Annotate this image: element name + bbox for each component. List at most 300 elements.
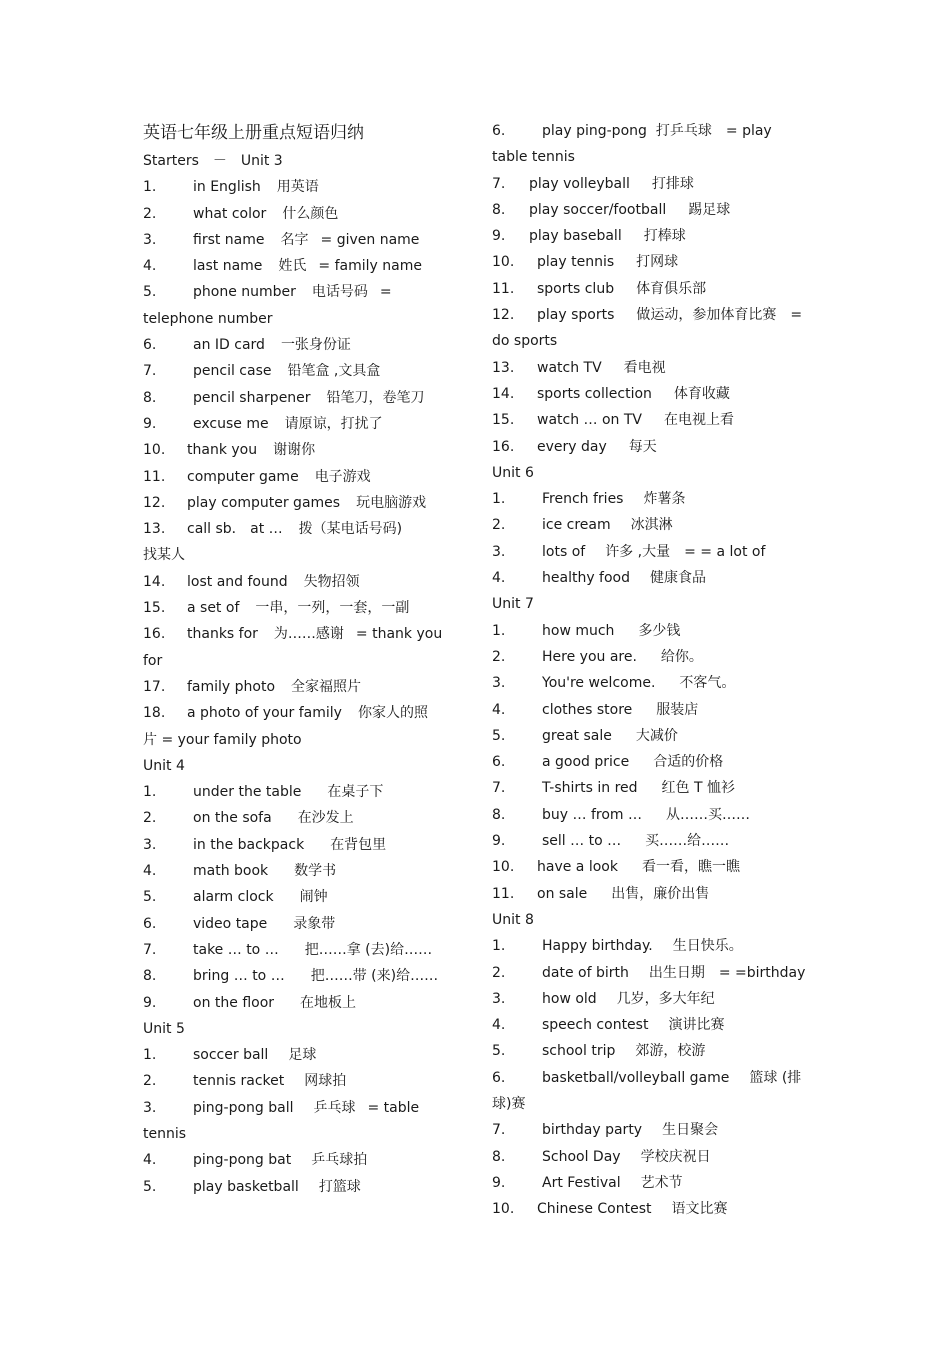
phrase-item [143, 805, 473, 831]
item-number: 2. [143, 810, 157, 827]
item-number: 11. [143, 468, 166, 485]
item-number: 4. [492, 1017, 506, 1034]
chinese-meaning: 玩电脑游戏 [356, 494, 427, 511]
item-number: 9. [492, 228, 506, 245]
english-phrase: play tennis [537, 254, 615, 271]
phrase-item [492, 407, 817, 433]
section-heading-unit6: Unit 6 [492, 464, 534, 481]
chinese-meaning: 电话号码 [311, 284, 368, 301]
item-number: 11. [492, 280, 515, 297]
phrase-item [492, 355, 817, 381]
english-phrase: phone number [193, 284, 296, 301]
phrase-item [492, 276, 817, 302]
phrase-item [143, 1068, 473, 1094]
item-number: 8. [492, 806, 506, 823]
phrase-item [143, 569, 473, 595]
english-phrase: last name [193, 258, 263, 275]
synonym-note: = thank you [355, 626, 443, 643]
item-number: 6. [492, 123, 506, 139]
item-number: 11. [492, 885, 515, 902]
item-number: 6. [143, 915, 157, 932]
phrase-item [492, 197, 817, 223]
chinese-meaning: 踢足球 [688, 201, 731, 218]
english-phrase: math book [193, 863, 269, 880]
item-number: 3. [492, 990, 506, 1007]
chinese-meaning: 打棒球 [643, 228, 686, 245]
chinese-meaning: 看一看，瞧一瞧 [641, 859, 740, 876]
phrase-item [492, 749, 817, 775]
phrase-item [143, 963, 473, 989]
chinese-meaning: 红色 T 恤衫 [661, 780, 735, 797]
phrase-item [492, 881, 817, 907]
english-phrase: a photo of your family [187, 705, 342, 722]
english-phrase: sports club [537, 280, 615, 297]
phrase-item [492, 223, 817, 249]
phrase-item [143, 911, 473, 937]
chinese-meaning: 健康食品 [650, 570, 706, 587]
english-phrase: Art Festival [542, 1174, 621, 1191]
item-number: 4. [492, 701, 506, 718]
english-phrase: basketball/volleyball game [542, 1069, 730, 1086]
english-phrase: School Day [542, 1148, 621, 1165]
wrapped-continuation: 片 = your family photo [143, 731, 302, 748]
item-number: 7. [492, 780, 506, 797]
english-phrase: buy … from … [542, 806, 642, 823]
item-number: 18. [143, 705, 166, 722]
phrase-item [143, 832, 473, 858]
english-phrase: ice cream [542, 517, 611, 534]
item-number: 13. [492, 359, 515, 376]
english-phrase: birthday party [542, 1122, 643, 1139]
section-heading-unit8: Unit 8 [492, 911, 534, 928]
synonym-note: = [790, 307, 803, 324]
english-phrase: alarm clock [193, 889, 274, 906]
chinese-meaning: 在沙发上 [297, 810, 354, 827]
item-number: 9. [143, 415, 157, 432]
english-phrase: French fries [542, 491, 624, 508]
english-phrase: how old [542, 990, 597, 1007]
phrase-item [143, 490, 473, 516]
english-phrase: watch … on TV [537, 412, 643, 429]
chinese-meaning: 全家福照片 [291, 678, 362, 695]
item-number: 12. [492, 307, 515, 324]
chinese-meaning: 名字 [280, 231, 309, 248]
phrase-item [143, 437, 473, 463]
english-phrase: on the floor [193, 994, 275, 1011]
phrase-item [143, 358, 473, 384]
item-number: 8. [492, 1148, 506, 1165]
chinese-meaning: 服装店 [656, 701, 699, 718]
section-heading-unit4: Unit 4 [143, 757, 185, 774]
right-column [492, 118, 817, 1222]
chinese-meaning: 演讲比赛 [668, 1017, 725, 1034]
english-phrase: sell … to … [542, 833, 622, 850]
english-phrase: thanks for [187, 626, 258, 643]
item-number: 8. [492, 201, 506, 218]
english-phrase: clothes store [542, 701, 633, 718]
english-phrase: school trip [542, 1043, 616, 1060]
item-number: 5. [492, 1043, 506, 1060]
section-heading-starters: Starters － Unit 3 [143, 153, 283, 169]
chinese-meaning: 铅笔刀，卷笔刀 [326, 389, 425, 406]
item-number: 17. [143, 678, 166, 695]
phrase-list-unit5-continued [492, 118, 817, 460]
phrase-item [492, 486, 817, 512]
chinese-meaning: 打乒乓球 [655, 123, 712, 139]
synonym-note: = given name [320, 231, 420, 248]
english-phrase: soccer ball [193, 1047, 269, 1064]
phrase-item [143, 700, 473, 726]
chinese-meaning: 足球 [288, 1047, 317, 1064]
phrase-item [492, 302, 817, 328]
chinese-meaning: 看电视 [623, 359, 666, 376]
phrase-item [143, 858, 473, 884]
chinese-meaning: 大减价 [635, 727, 678, 744]
item-number: 12. [143, 494, 166, 511]
chinese-meaning: 不客气。 [679, 675, 736, 692]
chinese-meaning: 姓氏 [278, 258, 307, 275]
item-number: 2. [143, 205, 157, 222]
phrase-item [143, 779, 473, 805]
chinese-meaning: 乒乓球 [313, 1099, 356, 1116]
phrase-item [143, 201, 473, 227]
phrase-list-unit5 [143, 1042, 473, 1200]
chinese-meaning: 学校庆祝日 [640, 1148, 711, 1165]
english-phrase: bring … to … [193, 968, 285, 985]
chinese-meaning: 在背包里 [330, 836, 387, 853]
synonym-note: = table [367, 1099, 420, 1116]
item-number: 6. [492, 1069, 506, 1086]
english-phrase: under the table [193, 784, 302, 801]
item-number: 15. [143, 600, 166, 617]
chinese-meaning: 生日聚会 [662, 1122, 719, 1139]
chinese-meaning: 乒乓球拍 [311, 1152, 368, 1169]
item-number: 1. [492, 491, 506, 508]
phrase-item [143, 674, 473, 700]
english-phrase: family photo [187, 678, 276, 695]
english-phrase: lots of [542, 543, 586, 560]
item-number: 5. [143, 284, 157, 301]
item-number: 6. [143, 337, 157, 354]
chinese-meaning: 郊游，校游 [635, 1043, 706, 1060]
phrase-item [492, 644, 817, 670]
phrase-item [143, 990, 473, 1016]
phrase-item [492, 1038, 817, 1064]
item-number: 5. [143, 1178, 157, 1195]
item-number: 13. [143, 521, 166, 538]
phrase-item [143, 464, 473, 490]
english-phrase: call sb． at … [187, 521, 283, 538]
phrase-item [143, 385, 473, 411]
item-number: 6. [492, 754, 506, 771]
synonym-note: = = a lot of [684, 543, 766, 560]
item-number: 10. [143, 442, 166, 459]
item-number: 7. [492, 1122, 506, 1139]
chinese-meaning: 数学书 [294, 863, 337, 880]
phrase-item [492, 828, 817, 854]
item-number: 14. [143, 573, 166, 590]
chinese-meaning: 在电视上看 [664, 412, 735, 429]
item-number: 16. [143, 626, 166, 643]
phrase-item [492, 697, 817, 723]
wrapped-continuation: 找某人 [143, 547, 185, 564]
english-phrase: Here you are. [542, 648, 637, 665]
english-phrase: an ID card [193, 337, 265, 354]
phrase-item [492, 854, 817, 880]
phrase-item [492, 986, 817, 1012]
phrase-item [492, 118, 817, 144]
chinese-meaning: 每天 [628, 438, 657, 455]
phrase-item [492, 539, 817, 565]
chinese-meaning: 多少钱 [638, 622, 681, 639]
chinese-meaning: 拨（某电话号码) [298, 521, 403, 538]
chinese-meaning: 给你。 [660, 648, 703, 665]
item-number: 1. [492, 622, 506, 639]
item-number: 10. [492, 254, 515, 271]
english-phrase: play basketball [193, 1178, 299, 1195]
phrase-item [492, 249, 817, 275]
wrapped-continuation: do sports [492, 333, 558, 350]
phrase-item [492, 1117, 817, 1143]
chinese-meaning: 铅笔盒 ,文具盒 [287, 363, 381, 380]
phrase-list-unit4 [143, 779, 473, 1016]
english-phrase: date of birth [542, 964, 629, 981]
phrase-item [143, 1095, 473, 1121]
chinese-meaning: 闹钟 [299, 889, 328, 906]
english-phrase: in the backpack [193, 836, 305, 853]
chinese-meaning: 你家人的照 [357, 705, 428, 722]
english-phrase: ping-pong ball [193, 1099, 294, 1116]
item-number: 7. [143, 363, 157, 380]
phrase-item [492, 775, 817, 801]
english-phrase: every day [537, 438, 607, 455]
chinese-meaning: 把……拿 (去)给…… [304, 941, 433, 958]
phrase-item [492, 1065, 817, 1091]
english-phrase: play soccer/football [529, 201, 667, 218]
chinese-meaning: 网球拍 [304, 1073, 347, 1090]
english-phrase: on the sofa [193, 810, 272, 827]
english-phrase: have a look [537, 859, 618, 876]
phrase-item [143, 937, 473, 963]
english-phrase: a set of [187, 600, 240, 617]
chinese-meaning: 录象带 [293, 915, 336, 932]
chinese-meaning: 在地板上 [300, 994, 357, 1011]
english-phrase: play computer games [187, 494, 341, 511]
chinese-meaning: 请原谅，打扰了 [284, 415, 383, 432]
english-phrase: computer game [187, 468, 299, 485]
english-phrase: sports collection [537, 385, 652, 402]
phrase-list-starters [143, 174, 473, 753]
english-phrase: play baseball [529, 228, 622, 245]
phrase-item [492, 381, 817, 407]
phrase-list-unit6 [492, 486, 817, 591]
item-number: 2. [143, 1073, 157, 1090]
section-heading-unit5: Unit 5 [143, 1020, 185, 1037]
phrase-item [143, 174, 473, 200]
item-number: 4. [143, 1152, 157, 1169]
english-phrase: thank you [187, 442, 258, 459]
english-phrase: first name [193, 231, 265, 248]
english-phrase: video tape [193, 915, 268, 932]
phrase-item [143, 253, 473, 279]
item-number: 8. [143, 968, 157, 985]
english-phrase: play sports [537, 307, 615, 324]
phrase-item [492, 723, 817, 749]
item-number: 4. [143, 258, 157, 275]
english-phrase: on sale [537, 885, 588, 902]
item-number: 2. [492, 964, 506, 981]
chinese-meaning: 用英语 [276, 179, 319, 196]
item-number: 8. [143, 389, 157, 406]
phrase-item [143, 227, 473, 253]
item-number: 14. [492, 385, 515, 402]
chinese-meaning: 篮球 (排 [749, 1069, 802, 1086]
english-phrase: take … to … [193, 941, 279, 958]
phrase-item [143, 411, 473, 437]
chinese-meaning: 艺术节 [640, 1174, 683, 1191]
chinese-meaning: 什么颜色 [282, 205, 339, 222]
item-number: 1. [492, 938, 506, 955]
english-phrase: pencil sharpener [193, 389, 311, 406]
item-number: 4. [492, 570, 506, 587]
chinese-meaning: 出售，廉价出售 [611, 885, 710, 902]
chinese-meaning: 一串，一列，一套，一副 [255, 600, 410, 617]
phrase-item [492, 1144, 817, 1170]
english-phrase: You're welcome. [542, 675, 656, 692]
english-phrase: T-shirts in red [542, 780, 638, 797]
english-phrase: how much [542, 622, 615, 639]
phrase-item [143, 595, 473, 621]
phrase-item [143, 1147, 473, 1173]
english-phrase: what color [193, 205, 267, 222]
chinese-meaning: 出生日期 [648, 964, 705, 981]
chinese-meaning: 语文比赛 [671, 1201, 728, 1218]
wrapped-continuation: for [143, 652, 163, 669]
english-phrase: healthy food [542, 570, 630, 587]
item-number: 10. [492, 1201, 515, 1218]
item-number: 3. [143, 836, 157, 853]
phrase-item [143, 621, 473, 647]
chinese-meaning: 打网球 [636, 254, 679, 271]
english-phrase: play volleyball [529, 175, 630, 192]
english-phrase: ping-pong bat [193, 1152, 292, 1169]
chinese-meaning: 从……买…… [665, 806, 750, 823]
english-phrase: pencil case [193, 363, 272, 380]
phrase-list-unit7 [492, 618, 817, 907]
item-number: 3. [492, 543, 506, 560]
item-number: 3. [143, 1099, 157, 1116]
chinese-meaning: 许多 ,大量 [605, 543, 671, 560]
english-phrase: in English [193, 179, 261, 196]
phrase-item [492, 670, 817, 696]
section-heading-unit7: Unit 7 [492, 596, 534, 613]
chinese-meaning: 体育俱乐部 [636, 280, 707, 297]
chinese-meaning: 做运动，参加体育比赛 [636, 307, 777, 324]
chinese-meaning: 打篮球 [318, 1178, 361, 1195]
english-phrase: great sale [542, 727, 612, 744]
item-number: 5. [492, 727, 506, 744]
synonym-note: = family name [318, 258, 422, 275]
item-number: 3. [492, 675, 506, 692]
phrase-item [492, 434, 817, 460]
english-phrase: a good price [542, 754, 630, 771]
phrase-item [492, 1170, 817, 1196]
english-phrase: watch TV [537, 359, 602, 376]
chinese-meaning: 把……带 (来)给…… [310, 968, 439, 985]
item-number: 2. [492, 517, 506, 534]
wrapped-continuation: telephone number [143, 310, 273, 327]
chinese-meaning: 买……给…… [645, 833, 730, 850]
phrase-item [143, 516, 473, 542]
chinese-meaning: 为……感谢 [273, 626, 344, 643]
chinese-meaning: 生日快乐。 [672, 938, 743, 955]
english-phrase: play ping-pong [542, 123, 647, 139]
chinese-meaning: 电子游戏 [314, 468, 371, 485]
phrase-item [143, 884, 473, 910]
phrase-item [143, 332, 473, 358]
synonym-note: = play [725, 123, 772, 139]
phrase-item [143, 1174, 473, 1200]
english-phrase: lost and found [187, 573, 288, 590]
english-phrase: Happy birthday. [542, 938, 653, 955]
item-number: 7. [492, 175, 506, 192]
chinese-meaning: 体育收藏 [673, 385, 730, 402]
phrase-item [492, 618, 817, 644]
phrase-item [492, 171, 817, 197]
english-phrase: excuse me [193, 415, 269, 432]
phrase-item [143, 1042, 473, 1068]
item-number: 5. [143, 889, 157, 906]
wrapped-continuation: 球)赛 [492, 1095, 526, 1112]
item-number: 1. [143, 784, 157, 801]
chinese-meaning: 失物招领 [303, 573, 360, 590]
item-number: 9. [143, 994, 157, 1011]
chinese-meaning: 合适的价格 [653, 754, 724, 771]
item-number: 16. [492, 438, 515, 455]
page-title: 英语七年级上册重点短语归纳 [143, 123, 364, 143]
item-number: 10. [492, 859, 515, 876]
english-phrase: tennis racket [193, 1073, 285, 1090]
item-number: 1. [143, 179, 157, 196]
english-phrase: Chinese Contest [537, 1201, 652, 1218]
item-number: 7. [143, 941, 157, 958]
wrapped-continuation: tennis [143, 1125, 187, 1142]
item-number: 9. [492, 1174, 506, 1191]
chinese-meaning: 在桌子下 [327, 784, 384, 801]
left-column [143, 118, 473, 1200]
chinese-meaning: 几岁，多大年纪 [616, 990, 715, 1007]
chinese-meaning: 谢谢你 [273, 442, 316, 459]
chinese-meaning: 冰淇淋 [630, 517, 673, 534]
item-number: 3. [143, 231, 157, 248]
wrapped-continuation: table tennis [492, 149, 575, 166]
english-phrase: speech contest [542, 1017, 649, 1034]
synonym-note: = =birthday [718, 964, 806, 981]
phrase-item [492, 960, 817, 986]
chinese-meaning: 一张身份证 [280, 337, 351, 354]
item-number: 9. [492, 833, 506, 850]
phrase-item [492, 802, 817, 828]
chinese-meaning: 打排球 [651, 175, 694, 192]
item-number: 2. [492, 648, 506, 665]
chinese-meaning: 炸薯条 [643, 491, 686, 508]
item-number: 15. [492, 412, 515, 429]
phrase-item [492, 512, 817, 538]
synonym-note: = [379, 284, 392, 301]
phrase-item [492, 1196, 817, 1222]
phrase-item [492, 933, 817, 959]
item-number: 4. [143, 863, 157, 880]
